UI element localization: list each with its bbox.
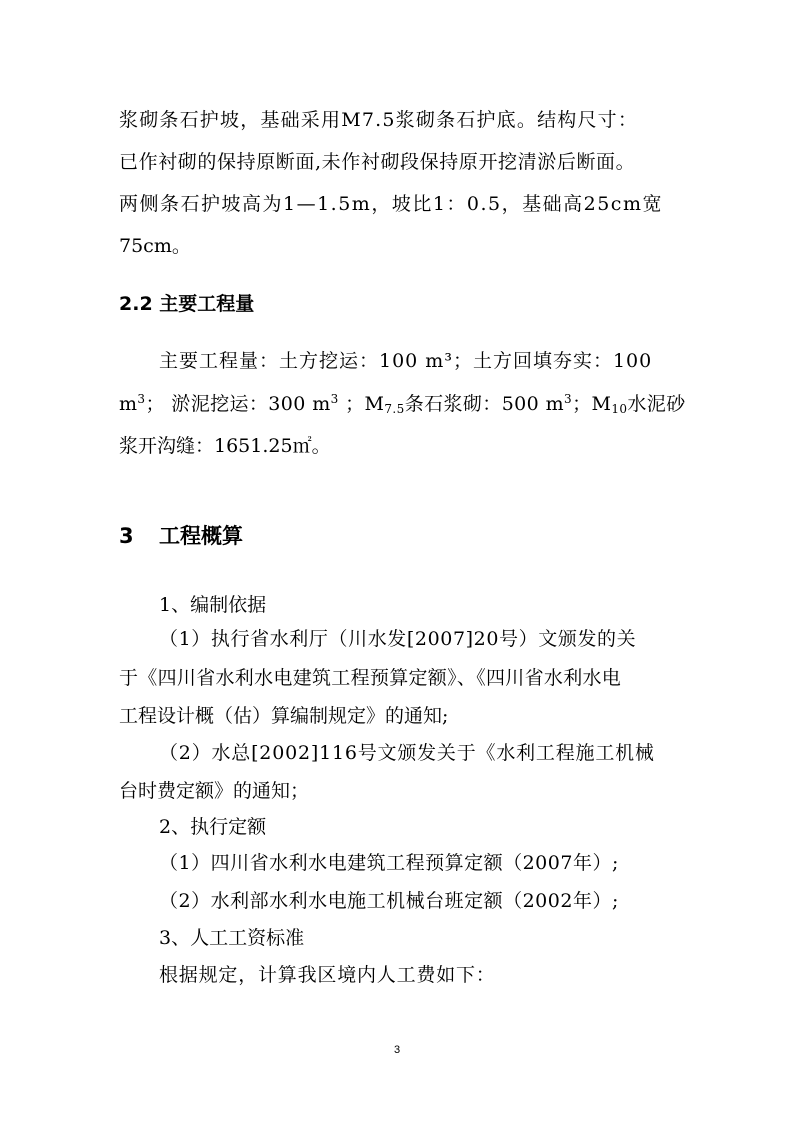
section-title: 主要工程量: [159, 293, 255, 315]
body-line: 台时费定额》的通知；: [119, 780, 310, 802]
list-item: 2、执行定额: [159, 816, 267, 838]
body-line: 工程设计概（估）算编制规定》的通知;: [119, 705, 449, 727]
list-item: 1、编制依据: [159, 594, 267, 616]
list-item: 3、人工工资标准: [159, 927, 305, 949]
body-line: （1）四川省水利水电建筑工程预算定额（2007年）;: [159, 852, 619, 874]
body-line: $m^3$； 淤泥挖运：300 $m^3$ ；$M_{7.5}$条石浆砌：500 $m^3$；$M_{10}$水泥砂: [119, 392, 686, 416]
section-heading: [119, 289, 254, 316]
body-line: （2）水利部水利水电施工机械台班定额（2002年）;: [159, 890, 619, 912]
body-line: （2）水总[2002]116号文颁发关于《水利工程施工机械: [159, 742, 655, 764]
body-line: 75cm。: [119, 235, 191, 257]
body-line: 两侧条石护坡高为1—1.5m，坡比1：0.5，基础高25cm宽: [119, 193, 663, 215]
chapter-number: 3: [119, 524, 134, 548]
body-line: 于《四川省水利水电建筑工程预算定额》、《四川省水利水电: [119, 667, 622, 689]
body-line: 根据规定，计算我区境内人工费如下：: [159, 964, 496, 986]
body-line: 已作衬砌的保持原断面,未作衬砌段保持原开挖清淤后断面。: [119, 151, 636, 173]
page-number: 3: [393, 1044, 401, 1056]
body-line: 浆砌条石护坡，基础采用M7.5浆砌条石护底。结构尺寸：: [119, 109, 639, 131]
chapter-heading: [119, 520, 243, 550]
chapter-title: 工程概算: [159, 524, 243, 548]
section-number: 2.2: [119, 293, 153, 315]
body-line: 主要工程量：土方挖运：100 m³；土方回填夯实：100: [159, 350, 653, 372]
body-line: 浆开沟缝：1651.25㎡。: [119, 435, 331, 457]
body-line: （1）执行省水利厅（川水发[2007]20号）文颁发的关: [159, 628, 637, 650]
